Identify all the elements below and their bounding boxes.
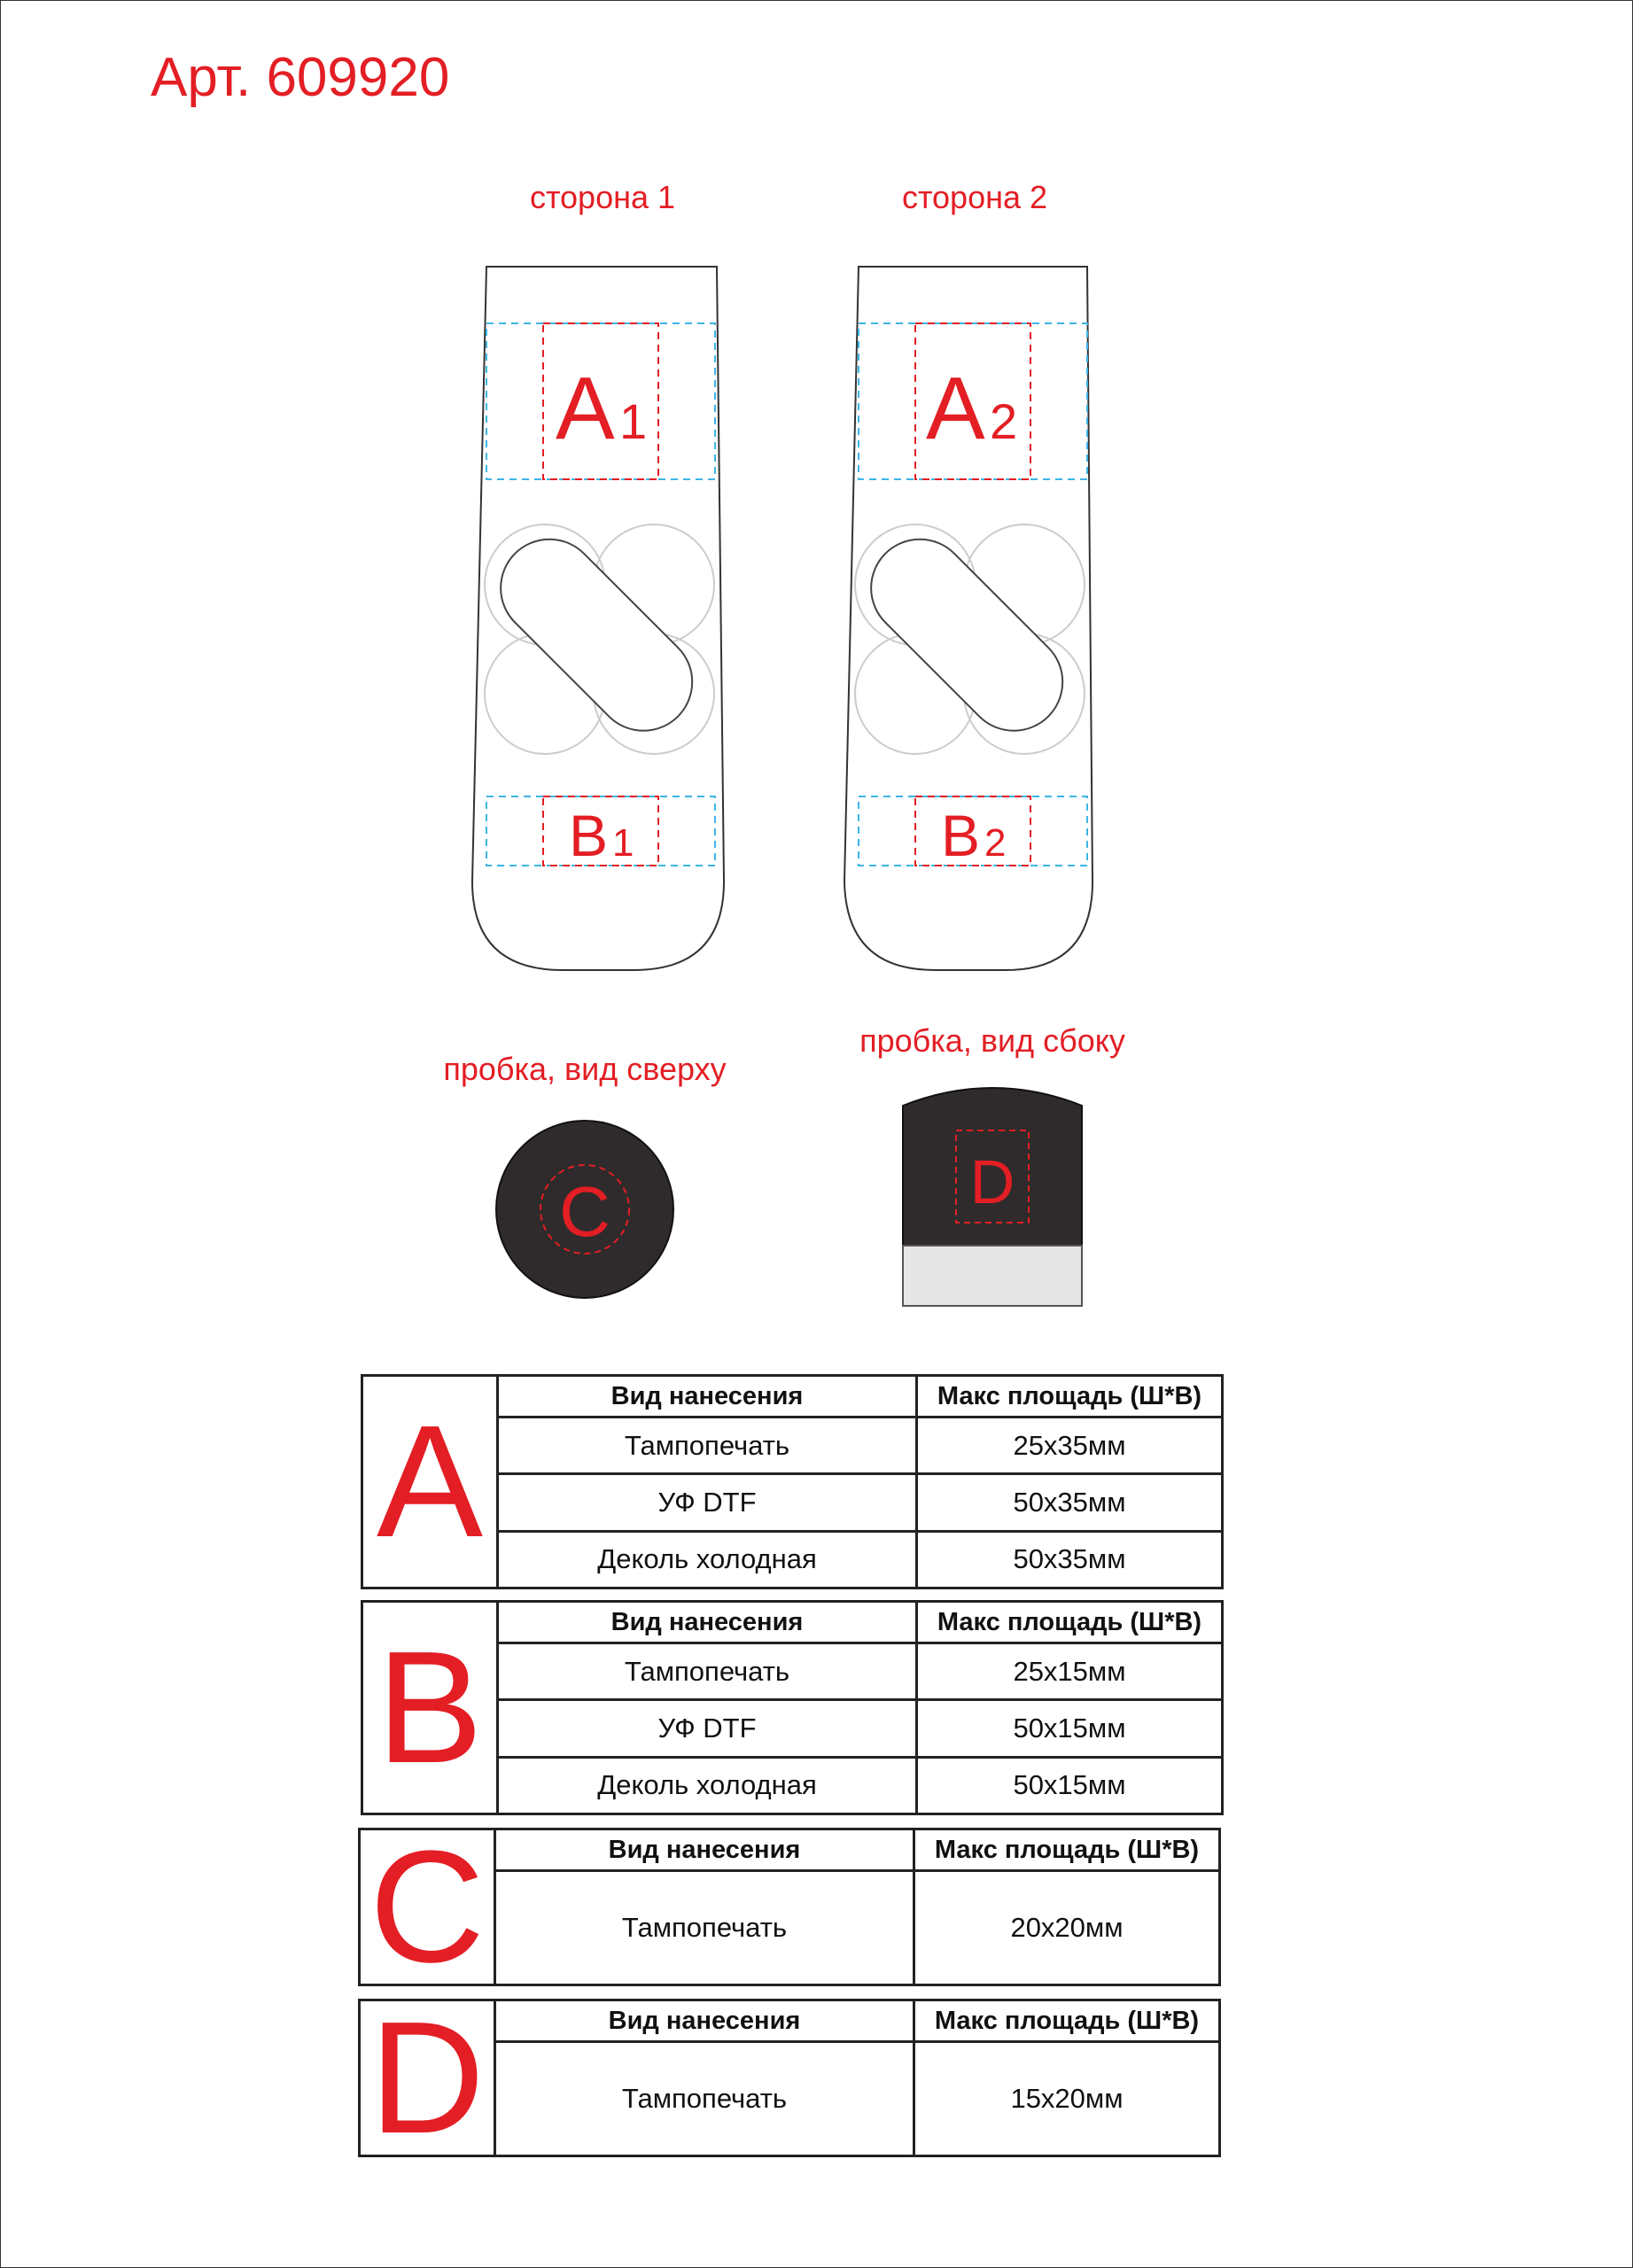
table-b-letter: B xyxy=(363,1603,499,1813)
zone-d-letter: D xyxy=(969,1147,1015,1216)
table-row-method: Тампопечать xyxy=(499,1644,918,1698)
zone-a1-letter: A xyxy=(556,359,615,458)
table-row-method: Тампопечать xyxy=(496,2043,915,2155)
table-b xyxy=(361,1600,1224,1815)
table-c-header-method: Вид нанесения xyxy=(496,1830,915,1869)
table-c-letter: C xyxy=(361,1830,496,1984)
table-c xyxy=(358,1817,1221,1996)
table-b-header-method: Вид нанесения xyxy=(499,1603,918,1642)
table-row-area: 25х15мм xyxy=(1013,1655,1126,1687)
table-a xyxy=(361,1374,1224,1589)
table-row-method: Тампопечать xyxy=(496,1872,915,1984)
table-d-letter: D xyxy=(361,2001,496,2155)
table-d-header-method: Вид нанесения xyxy=(496,2001,915,2040)
zone-c-letter: C xyxy=(559,1172,610,1251)
table-row-area: 50х15мм xyxy=(1013,1712,1126,1744)
zone-b2-letter: B xyxy=(941,803,981,868)
table-d-header-area: Макс площадь (Ш*В) xyxy=(934,2006,1200,2035)
table-b-header-area: Макс площадь (Ш*В) xyxy=(937,1607,1202,1636)
bottle-side-2 xyxy=(828,261,1103,979)
zone-a1-sub: 1 xyxy=(619,393,648,449)
zone-b1-sub: 1 xyxy=(612,821,634,865)
table-a-header-area: Макс площадь (Ш*В) xyxy=(937,1381,1202,1410)
table-row-area: 20х20мм xyxy=(1010,1912,1124,1943)
table-row-area: 50х15мм xyxy=(1013,1769,1126,1801)
table-row-method: УФ DTF xyxy=(499,1475,918,1529)
table-row-area: 50х35мм xyxy=(1013,1543,1126,1575)
table-row-method: УФ DTF xyxy=(499,1701,918,1755)
table-row-area: 50х35мм xyxy=(1013,1486,1126,1518)
cap-side-view-label: пробка, вид сбоку xyxy=(859,1022,1125,1059)
side-1-label: сторона 1 xyxy=(529,179,676,215)
table-row-method: Тампопечать xyxy=(499,1418,918,1472)
bottle-side-1 xyxy=(456,261,731,979)
article-title: Арт. 609920 xyxy=(151,47,450,108)
cap-top-view xyxy=(492,1116,678,1302)
cap-side-view xyxy=(899,1079,1085,1309)
zone-a2-letter: A xyxy=(926,359,985,458)
zone-a2-sub: 2 xyxy=(990,393,1018,449)
table-row-area: 25х35мм xyxy=(1013,1429,1126,1461)
table-a-letter: A xyxy=(363,1377,499,1587)
zone-b2-sub: 2 xyxy=(984,821,1007,865)
table-c-header-area: Макс площадь (Ш*В) xyxy=(934,1835,1200,1864)
zone-b1-letter: B xyxy=(569,803,609,868)
table-row-method: Деколь холодная xyxy=(499,1533,918,1587)
table-a-header-method: Вид нанесения xyxy=(499,1377,918,1416)
table-row-method: Деколь холодная xyxy=(499,1759,918,1813)
cap-top-view-label: пробка, вид сверху xyxy=(443,1051,727,1087)
table-d xyxy=(358,1988,1221,2167)
side-2-label: сторона 2 xyxy=(901,179,1048,215)
table-row-area: 15х20мм xyxy=(1010,2083,1124,2114)
